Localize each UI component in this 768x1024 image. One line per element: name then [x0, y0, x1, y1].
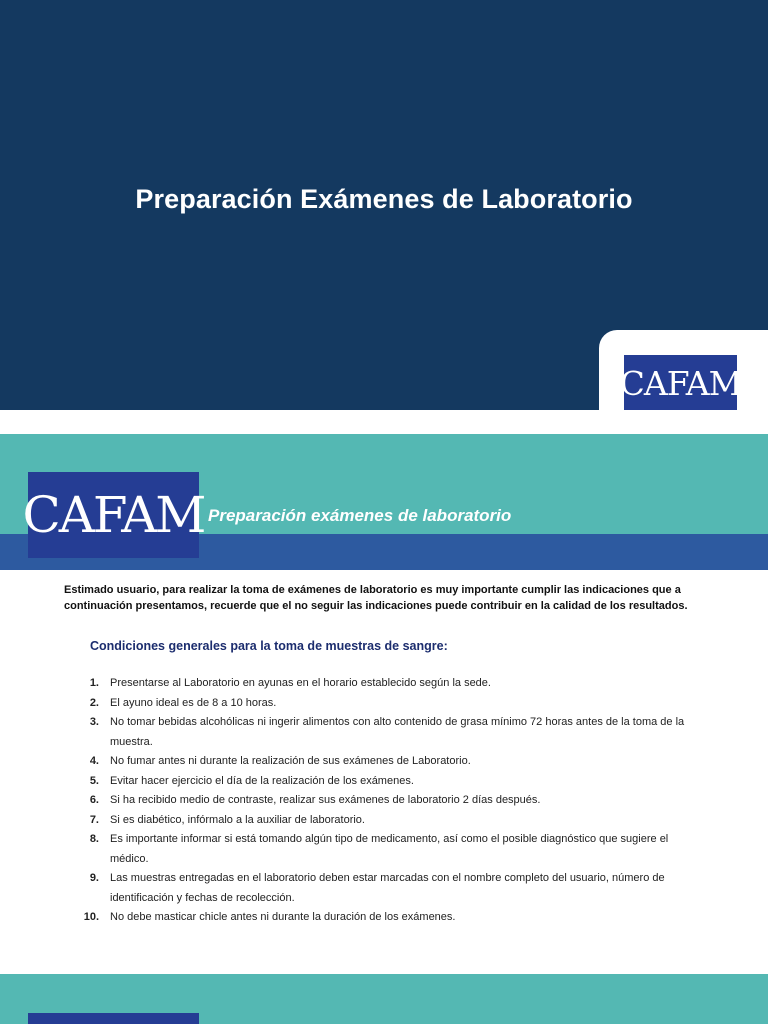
item-text: Presentarse al Laboratorio en ayunas en el horario establecido según la sede.	[110, 677, 491, 689]
item-text: No debe masticar chicle antes ni durante la duración de los exámenes.	[110, 911, 456, 923]
cafam-logo	[619, 355, 742, 411]
list-item	[78, 752, 698, 772]
header-title: Preparación exámenes de laboratorio	[208, 506, 512, 525]
list-item	[78, 908, 698, 928]
list-item	[78, 694, 698, 714]
item-number: 1.	[89, 677, 99, 689]
list-item	[78, 830, 698, 869]
cover-slide	[0, 0, 768, 410]
item-number: 2.	[89, 696, 99, 709]
list-item	[78, 772, 698, 792]
list-item	[78, 713, 698, 752]
item-text: Las muestras entregadas en el laboratorio deben estar marcadas con el nombre completo del usuario, número de identificación y fechas de recolección.	[110, 872, 665, 904]
logo-text: CAFAM	[22, 486, 205, 544]
item-number: 3.	[89, 716, 99, 728]
item-text: No fumar antes ni durante la realización de sus exámenes de Laboratorio.	[110, 755, 471, 767]
item-text: Es importante informar si está tomando algún tipo de medicamento, así como el posible diagnóstico que sugiere el médico.	[110, 833, 669, 865]
list-item	[78, 869, 698, 908]
item-text: El ayuno ideal es de 8 a 10 horas.	[110, 696, 277, 709]
item-text: Evitar hacer ejercicio el día de la realización de los exámenes.	[110, 774, 414, 787]
list-item	[78, 674, 698, 694]
intro-paragraph: Estimado usuario, para realizar la toma de exámenes de laboratorio es muy importante cumplir las indicaciones que a continuación presentamos, recuerde que el no seguir las indicaciones puede contribuir en la calidad de los resultados.	[64, 584, 688, 612]
item-number: 7.	[89, 813, 99, 826]
logo-text: CAFAM	[619, 363, 742, 403]
cover-title: Preparación Exámenes de Laboratorio	[135, 184, 633, 214]
slide-separator	[0, 410, 768, 434]
item-number: 9.	[89, 872, 99, 884]
list-item	[78, 811, 698, 831]
next-slide-logo	[28, 1013, 199, 1024]
cafam-logo	[22, 472, 205, 558]
item-text: Si es diabético, infórmalo a la auxiliar de laboratorio.	[110, 813, 365, 826]
section-title: Condiciones generales para la toma de muestras de sangre:	[90, 639, 448, 653]
item-number: 6.	[89, 794, 99, 806]
item-number: 5.	[89, 774, 99, 787]
item-text: Si ha recibido medio de contraste, realizar sus exámenes de laboratorio 2 días después.	[110, 794, 541, 806]
item-text: No tomar bebidas alcohólicas ni ingerir alimentos con alto contenido de grasa mínimo 72 horas antes de la toma de la muestra.	[110, 716, 685, 748]
item-number: 4.	[89, 755, 99, 767]
item-number: 10.	[83, 911, 99, 923]
item-number: 8.	[89, 833, 99, 845]
instructions-list	[78, 674, 698, 928]
list-item	[78, 791, 698, 811]
